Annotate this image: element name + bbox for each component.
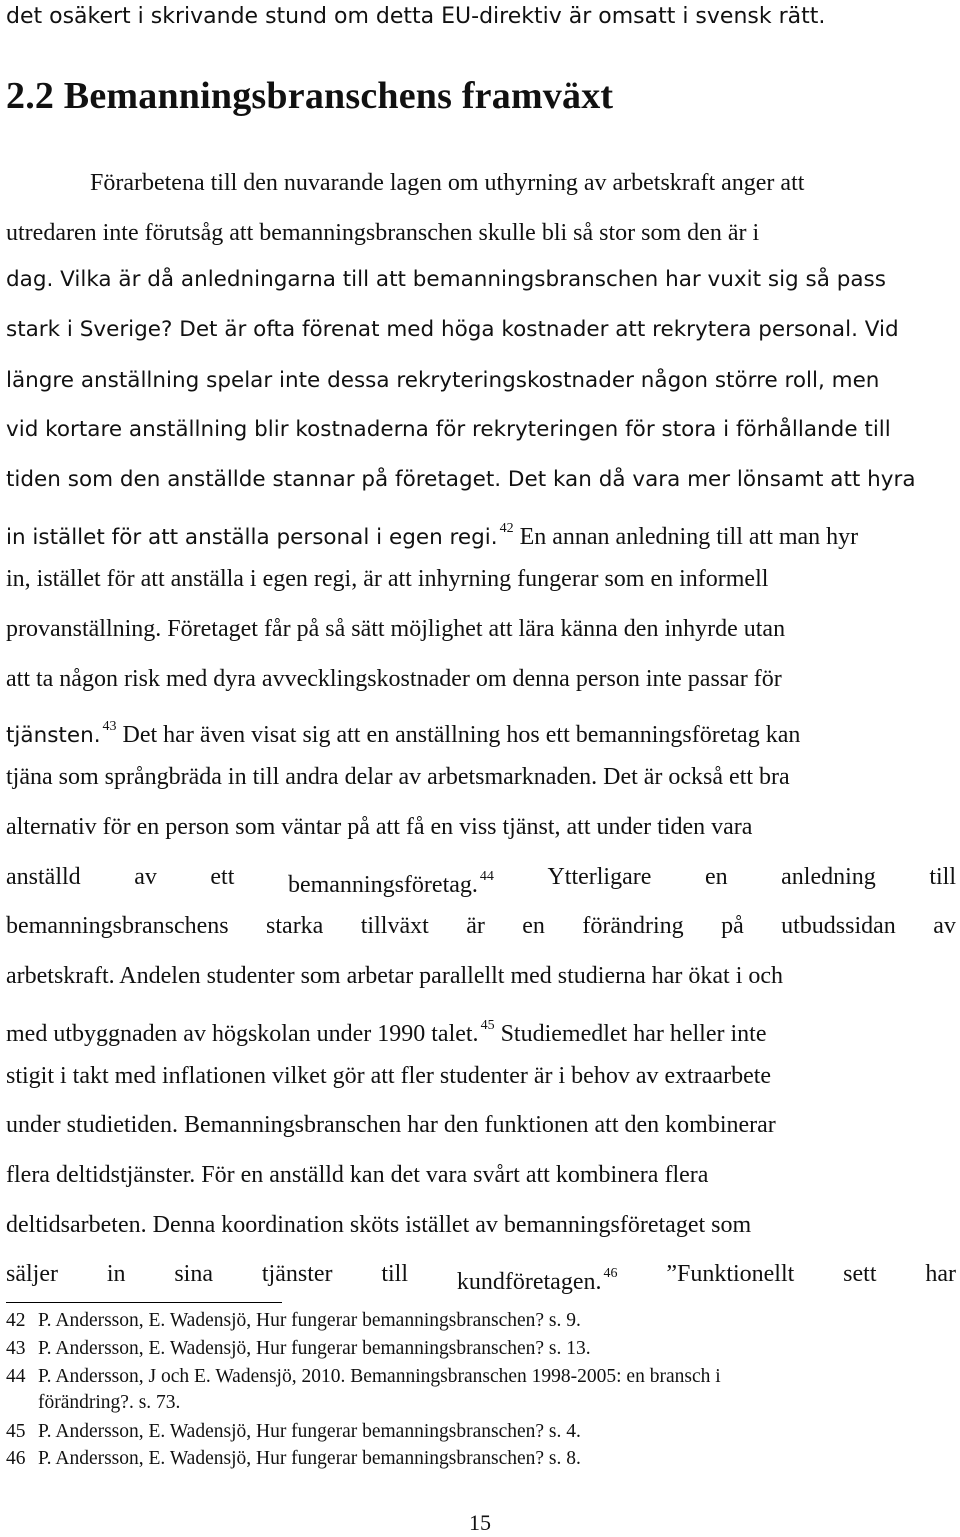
text-line: in, istället för att anställa i egen regi, är att inhyrning fungerar som en informell	[6, 566, 769, 592]
word: en	[704, 864, 728, 890]
word: in	[106, 1261, 126, 1287]
text-segment: Det har även visat sig att en anställning hos ett bemanningsföretag kan	[116, 722, 801, 748]
word: Ytterligare	[547, 864, 652, 890]
word: ”Funktionellt	[666, 1261, 795, 1287]
word-text: kundföretagen.	[456, 1269, 602, 1295]
footnote-number: 42	[6, 1310, 26, 1331]
text-line: stigit i takt med inflationen vilket gör att fler studenter är i behov av extraarbete	[6, 1063, 772, 1089]
footnote	[6, 1420, 581, 1444]
footnote-text: P. Andersson, E. Wadensjö, Hur fungerar bemanningsbranschen? s. 9.	[38, 1310, 581, 1331]
text-line	[6, 862, 956, 900]
carryover-text: det osäkert i skrivande stund om detta EU-direktiv är omsatt i svensk rätt.	[6, 4, 826, 29]
word: anledning	[781, 864, 876, 890]
footnote-continuation: förändring?. s. 73.	[38, 1392, 181, 1413]
footnote	[6, 1309, 581, 1333]
word: av	[933, 913, 956, 939]
word: är	[466, 913, 485, 939]
footnote-separator	[6, 1302, 282, 1303]
word: tillväxt	[360, 913, 429, 939]
footnote	[6, 1447, 581, 1471]
footnote-text: P. Andersson, E. Wadensjö, Hur fungerar bemanningsbranschen? s. 13.	[38, 1338, 591, 1359]
footnote-number: 46	[6, 1448, 26, 1469]
text-line	[6, 911, 956, 941]
footnote	[6, 1337, 591, 1361]
footnote	[6, 1365, 721, 1389]
word: starka	[266, 913, 324, 939]
footnote-ref: 42	[499, 521, 514, 536]
text-line: vid kortare anställning blir kostnaderna för rekryteringen för stora i förhållande till	[6, 417, 891, 442]
footnote-ref: 43	[102, 719, 117, 734]
text-line: deltidsarbeten. Denna koordination sköts istället av bemanningsföretaget som	[6, 1212, 752, 1238]
text-segment: Studiemedlet har heller inte	[494, 1021, 767, 1047]
text-line: under studietiden. Bemanningsbranschen har den funktionen att den kombinerar	[6, 1112, 776, 1138]
word: anställd	[6, 864, 81, 890]
page-number: 15	[469, 1510, 491, 1535]
word	[288, 862, 494, 900]
footnote-ref: 45	[480, 1018, 495, 1033]
text-line	[6, 1259, 956, 1297]
word: till	[381, 1261, 409, 1287]
footnote-ref: 44	[479, 869, 494, 884]
text-line: att ta någon risk med dyra avvecklingskostnader om denna person inte passar för	[6, 666, 782, 692]
footnote-number: 45	[6, 1421, 26, 1442]
footnote-text: P. Andersson, J och E. Wadensjö, 2010. Bemanningsbranschen 1998-2005: en bransch i	[38, 1366, 721, 1387]
text-line: utredaren inte förutsåg att bemanningsbranschen skulle bli så stor som den är i	[6, 220, 760, 246]
text-line: provanställning. Företaget får på så sätt möjlighet att lära känna den inhyrde utan	[6, 616, 786, 642]
text-line: tiden som den anställde stannar på företaget. Det kan då vara mer lönsamt att hyra	[6, 467, 916, 492]
text-line: längre anställning spelar inte dessa rekryteringskostnader någon större roll, men	[6, 368, 880, 393]
text-segment: med utbyggnaden av högskolan under 1990 talet.	[6, 1021, 479, 1047]
word: förändring	[582, 913, 684, 939]
text-line: dag. Vilka är då anledningarna till att bemanningsbranschen har vuxit sig så pass	[6, 267, 886, 292]
text-line	[6, 514, 956, 553]
footnote-ref: 46	[603, 1266, 618, 1281]
word: bemanningsbranschens	[6, 913, 229, 939]
text-line: Förarbetena till den nuvarande lagen om uthyrning av arbetskraft anger att	[90, 170, 805, 196]
word: tjänster	[261, 1261, 333, 1287]
text-line: alternativ för en person som väntar på att få en viss tjänst, att under tiden vara	[6, 814, 753, 840]
text-segment: in istället för att anställa personal i egen regi.	[6, 525, 498, 550]
word: av	[134, 864, 157, 890]
word	[457, 1259, 618, 1297]
word: till	[929, 864, 956, 890]
word: på	[721, 913, 744, 939]
footnote-text: P. Andersson, E. Wadensjö, Hur fungerar bemanningsbranschen? s. 8.	[38, 1448, 581, 1469]
text-line: tjäna som språngbräda in till andra delar av arbetsmarknaden. Det är också ett bra	[6, 764, 790, 790]
text-segment: tjänsten.	[6, 723, 101, 748]
footnote-number: 43	[6, 1338, 26, 1359]
text-line: arbetskraft. Andelen studenter som arbetar parallellt med studierna har ökat i och	[6, 963, 784, 989]
footnote-number: 44	[6, 1366, 26, 1387]
text-line	[6, 712, 956, 751]
word: har	[925, 1261, 956, 1287]
footnote-text: P. Andersson, E. Wadensjö, Hur fungerar bemanningsbranschen? s. 4.	[38, 1421, 581, 1442]
text-segment: En annan anledning till att man hyr	[513, 524, 859, 550]
word: sina	[174, 1261, 214, 1287]
text-line: flera deltidstjänster. För en anställd kan det vara svårt att kombinera flera	[6, 1162, 709, 1188]
word: utbudssidan	[781, 913, 896, 939]
word: en	[522, 913, 545, 939]
word: sett	[843, 1261, 877, 1287]
word: säljer	[6, 1261, 58, 1287]
word-text: bemanningsföretag.	[287, 872, 478, 898]
word: ett	[210, 864, 235, 890]
text-line	[6, 1011, 956, 1049]
section-heading: 2.2 Bemanningsbranschens framväxt	[6, 75, 614, 117]
text-line: stark i Sverige? Det är ofta förenat med höga kostnader att rekrytera personal. Vid	[6, 317, 899, 342]
